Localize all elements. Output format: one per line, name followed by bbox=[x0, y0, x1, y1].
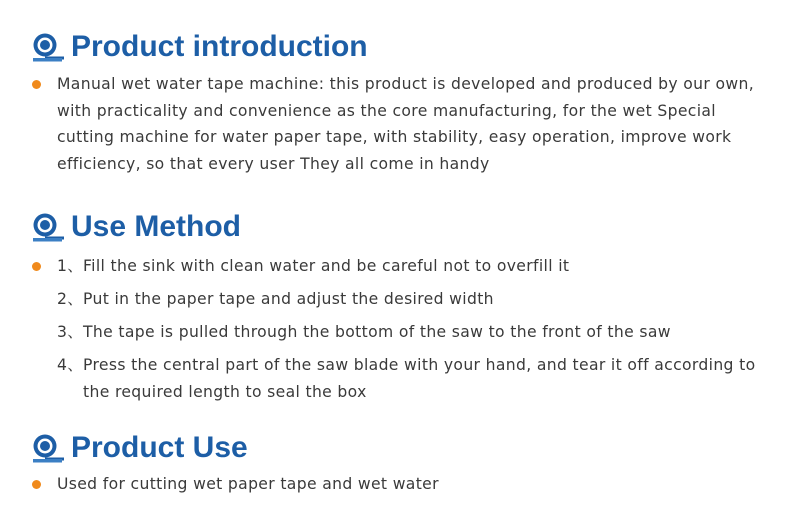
tape-dispenser-icon bbox=[31, 433, 65, 463]
section-header bbox=[31, 430, 771, 466]
step-number: 1、 bbox=[57, 257, 84, 275]
steps-list bbox=[57, 253, 771, 405]
intro-text-block bbox=[31, 71, 771, 177]
tape-dispenser-icon bbox=[31, 32, 65, 62]
section-title: Use Method bbox=[71, 210, 242, 243]
step-item bbox=[57, 286, 771, 313]
steps-block bbox=[31, 253, 771, 405]
section-header bbox=[31, 29, 771, 65]
section-product-introduction bbox=[31, 29, 771, 177]
step-text: Press the central part of the saw blade with your hand, and tear it off according to the required length to seal the box bbox=[83, 356, 756, 401]
step-number: 3、 bbox=[57, 323, 84, 342]
section-use-method bbox=[31, 209, 771, 412]
intro-paragraph: Manual wet water tape machine: this product is developed and produced by our own, with practicality and convenience as the core manufacturing, for the wet Special cutting machine for water paper tape, with stability, easy operation, improve work efficiency, so that every user They all come in handy bbox=[57, 75, 755, 173]
bullet-dot bbox=[32, 262, 41, 271]
step-text: Put in the paper tape and adjust the desired width bbox=[83, 290, 494, 309]
section-header bbox=[31, 209, 771, 245]
step-item bbox=[57, 319, 771, 346]
bullet-dot bbox=[32, 80, 41, 89]
use-text-block bbox=[31, 471, 771, 498]
use-paragraph: Used for cutting wet paper tape and wet water bbox=[57, 475, 439, 493]
step-text: The tape is pulled through the bottom of the saw to the front of the saw bbox=[83, 323, 671, 342]
section-title: Product Use bbox=[71, 431, 248, 464]
step-item bbox=[57, 253, 771, 280]
step-text: Fill the sink with clean water and be careful not to overfill it bbox=[83, 257, 570, 275]
bullet-dot bbox=[32, 480, 41, 489]
tape-dispenser-icon bbox=[31, 212, 65, 242]
section-product-use bbox=[31, 430, 771, 498]
section-title: Product introduction bbox=[71, 30, 368, 63]
step-item bbox=[57, 352, 771, 405]
step-number: 4、 bbox=[57, 356, 84, 375]
step-number: 2、 bbox=[57, 290, 84, 309]
